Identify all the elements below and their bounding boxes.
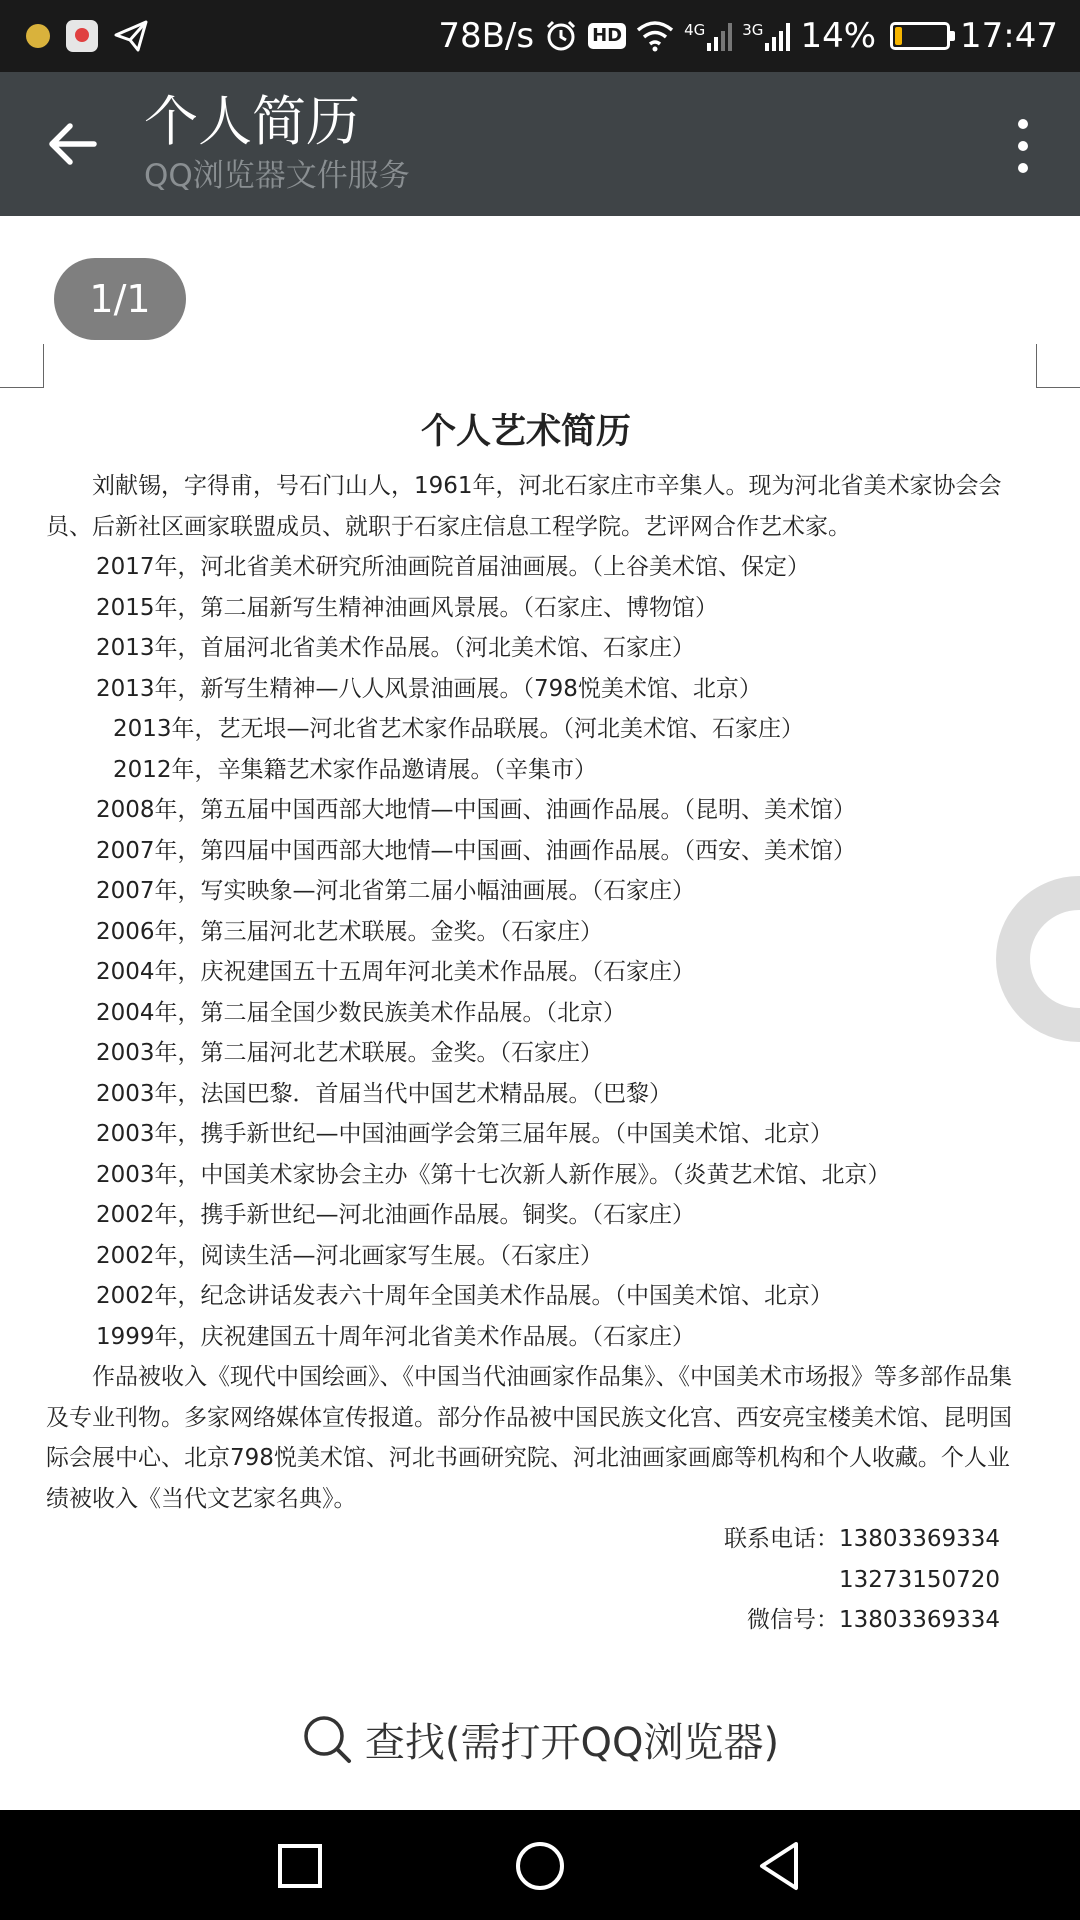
- signal-4g-icon: [684, 21, 732, 51]
- contact-wechat: 微信号：13803369334: [747, 1607, 1000, 1633]
- exhibition-item: 1999年，庆祝建国五十周年河北省美术作品展。（石家庄）: [96, 1323, 696, 1350]
- signal-3g-icon: [742, 21, 790, 51]
- exhibition-item: 2012年，辛集籍艺术家作品邀请展。（辛集市）: [113, 756, 598, 783]
- back-icon[interactable]: [752, 1838, 808, 1894]
- page-indicator: 1/1: [54, 258, 186, 340]
- exhibition-item: 2003年，携手新世纪—中国油画学会第三届年展。（中国美术馆、北京）: [96, 1121, 834, 1147]
- clock: 17:47: [960, 16, 1058, 56]
- net-speed: 78B/s: [438, 16, 535, 56]
- exhibition-item: 2004年，第二届全国少数民族美术作品展。（北京）: [96, 999, 627, 1026]
- exhibition-item: 2013年，艺无垠—河北省艺术家作品联展。（河北美术馆、石家庄）: [113, 716, 805, 742]
- status-left-icons: [26, 14, 148, 58]
- back-arrow-icon[interactable]: [42, 114, 102, 174]
- battery-icon: [890, 22, 950, 50]
- closing-paragraph: 作品被收入《现代中国绘画》、《中国当代油画家作品集》、《中国美术市场报》等多部作品集及专业刊物。多家网络媒体宣传报道。部分作品被中国民族文化宫、西安亮宝楼美术馆、昆明国际会展中心、北京798悦美术馆、河北书画研究院、河北油画家画廊等机构和个人收藏。个人业绩被收入《当代文艺家名典》。: [46, 1364, 1012, 1512]
- contact-phone-2: 13273150720: [839, 1566, 1000, 1593]
- signal-3g-label: 3G: [742, 21, 764, 39]
- battery-level: [895, 27, 902, 45]
- exhibition-item: 2007年，写实映象—河北省第二届小幅油画展。（石家庄）: [96, 878, 696, 904]
- battery-percent: 14%: [800, 16, 877, 56]
- system-nav-bar: [0, 1810, 1080, 1920]
- status-bar: [0, 0, 1080, 72]
- exhibition-item: 2013年，新写生精神—八人风景油画展。（798悦美术馆、北京）: [96, 675, 762, 702]
- wifi-icon: [636, 20, 674, 52]
- page-title: 个人简历: [144, 90, 360, 153]
- search-label: 查找(需打开QQ浏览器): [364, 1719, 780, 1766]
- exhibition-item: 2002年，携手新世纪—河北油画作品展。铜奖。（石家庄）: [96, 1202, 696, 1228]
- exhibition-item: 2017年，河北省美术研究所油画院首届油画展。（上谷美术馆、保定）: [96, 554, 811, 580]
- exhibition-item: 2003年，第二届河北艺术联展。金奖。（石家庄）: [96, 1040, 604, 1066]
- app-badge-icon: [66, 20, 98, 52]
- document-page: [46, 406, 1026, 1641]
- home-icon[interactable]: [512, 1838, 568, 1894]
- search-button[interactable]: [0, 1668, 1080, 1810]
- exhibition-item: 2007年，第四届中国西部大地情—中国画、油画作品展。（西安、美术馆）: [96, 837, 857, 864]
- alarm-icon: [544, 19, 578, 53]
- status-right-icons: [438, 10, 1058, 62]
- exhibition-item: 2004年，庆祝建国五十五周年河北美术作品展。（石家庄）: [96, 959, 696, 985]
- search-icon: [301, 1713, 353, 1765]
- document-viewer[interactable]: [0, 216, 1080, 1666]
- app-bar: [0, 72, 1080, 216]
- signal-4g-label: 4G: [684, 21, 706, 39]
- telegram-icon: [114, 19, 148, 53]
- overflow-menu-icon[interactable]: [1008, 116, 1038, 176]
- notification-dot-icon: [26, 24, 50, 48]
- hd-icon: HD: [588, 23, 626, 49]
- exhibition-item: 2006年，第三届河北艺术联展。金奖。（石家庄）: [96, 918, 604, 945]
- page-subtitle: QQ浏览器文件服务: [144, 158, 410, 194]
- crop-mark-right: [1036, 344, 1080, 388]
- intro-paragraph: 刘献锡，字得甫，号石门山人，1961年，河北石家庄市辛集人。现为河北省美术家协会会员、后新社区画家联盟成员、就职于石家庄信息工程学院。艺评网合作艺术家。: [46, 473, 1002, 540]
- exhibition-item: 2008年，第五届中国西部大地情—中国画、油画作品展。（昆明、美术馆）: [96, 797, 857, 823]
- recent-apps-icon[interactable]: [272, 1838, 328, 1894]
- exhibition-item: 2003年，法国巴黎．首届当代中国艺术精品展。（巴黎）: [96, 1080, 673, 1107]
- exhibition-item: 2015年，第二届新写生精神油画风景展。（石家庄、博物馆）: [96, 594, 719, 621]
- contact-phone: 联系电话：13803369334: [724, 1526, 1000, 1552]
- crop-mark-left: [0, 344, 44, 388]
- exhibition-item: 2002年，阅读生活—河北画家写生展。（石家庄）: [96, 1242, 604, 1269]
- exhibition-item: 2003年，中国美术家协会主办《第十七次新人新作展》。（炎黄艺术馆、北京）: [96, 1161, 891, 1188]
- exhibition-item: 2002年，纪念讲话发表六十周年全国美术作品展。（中国美术馆、北京）: [96, 1283, 834, 1309]
- exhibition-item: 2013年，首届河北省美术作品展。（河北美术馆、石家庄）: [96, 635, 696, 661]
- document-title: 个人艺术简历: [420, 412, 631, 452]
